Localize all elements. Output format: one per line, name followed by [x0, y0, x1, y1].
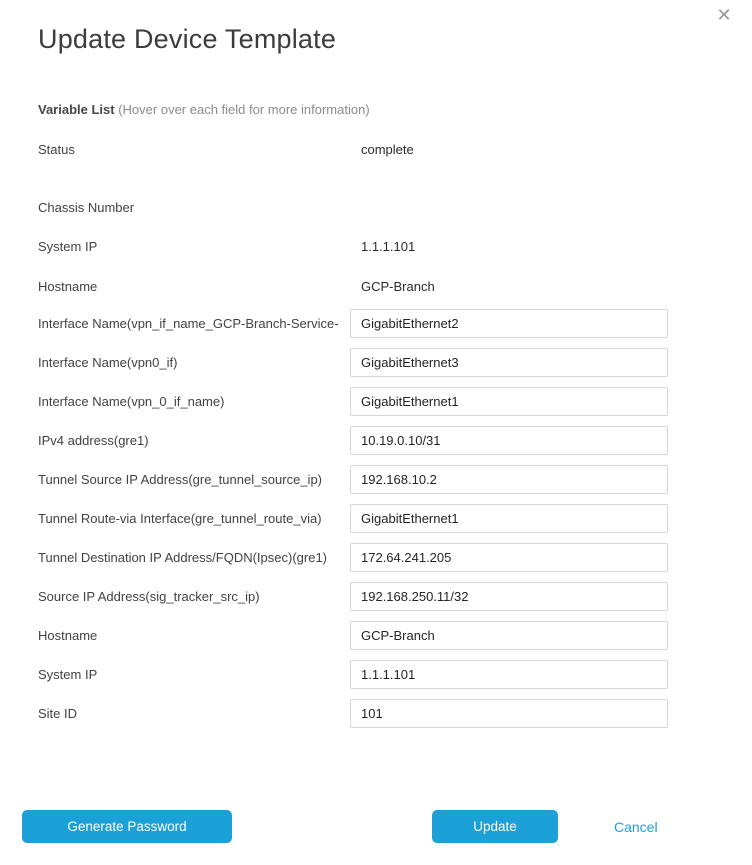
ipv4-address-gre1-input[interactable]: [350, 426, 668, 455]
field-label: IPv4 address(gre1): [38, 433, 149, 448]
field-label: Interface Name(vpn_if_name_GCP-Branch-Service-: [38, 316, 339, 331]
form-row-system-ip-static: [0, 236, 752, 256]
form-row-tunnel-route-via: [0, 504, 752, 533]
form-row-tunnel-destination-ip: [0, 543, 752, 572]
source-ip-tracker-input[interactable]: [350, 582, 668, 611]
form-row-ipv4-address-gre1: [0, 426, 752, 455]
field-value: GCP-Branch: [361, 278, 435, 294]
site-id-input[interactable]: [350, 699, 668, 728]
form-row-interface-name-vpn-0-if-name: [0, 387, 752, 416]
field-label: Site ID: [38, 706, 78, 721]
field-label: System IP: [38, 667, 98, 682]
dialog-footer: [0, 810, 752, 843]
field-label: Tunnel Destination IP Address/FQDN(Ipsec)(gre1): [38, 550, 328, 565]
update-button[interactable]: Update: [432, 810, 558, 843]
form-row-hostname-static: [0, 276, 752, 296]
cancel-link[interactable]: Cancel: [614, 818, 658, 835]
generate-password-button[interactable]: Generate Password: [22, 810, 232, 843]
field-label: Interface Name(vpn_0_if_name): [38, 394, 225, 409]
form-row-chassis-number: [0, 197, 752, 217]
field-label: Source IP Address(sig_tracker_src_ip): [38, 589, 260, 604]
tunnel-source-ip-input[interactable]: [350, 465, 668, 494]
form-row-site-id: [0, 699, 752, 728]
form-row-system-ip: [0, 660, 752, 689]
form-row-hostname: [0, 621, 752, 650]
field-label: Tunnel Route-via Interface(gre_tunnel_route_via): [38, 511, 322, 526]
variable-list-hint: (Hover over each field for more information): [118, 102, 370, 117]
field-value: 1.1.1.101: [361, 238, 416, 254]
field-label: Status: [38, 141, 75, 157]
form-row-status: [0, 139, 752, 159]
field-label: Chassis Number: [38, 199, 135, 215]
form-row-interface-name-service: [0, 309, 752, 338]
form-row-tunnel-source-ip: [0, 465, 752, 494]
form-row-source-ip-tracker: [0, 582, 752, 611]
field-label: Hostname: [38, 628, 98, 643]
variable-list-form: [0, 139, 752, 728]
tunnel-destination-ip-input[interactable]: [350, 543, 668, 572]
page-title: Update Device Template: [38, 24, 337, 54]
tunnel-route-via-input[interactable]: [350, 504, 668, 533]
field-label: Hostname: [38, 278, 98, 294]
variable-list-title: Variable List: [38, 102, 115, 117]
system-ip-input[interactable]: [350, 660, 668, 689]
field-label: Interface Name(vpn0_if): [38, 355, 178, 370]
interface-name-vpn-0-if-name-input[interactable]: [350, 387, 668, 416]
interface-name-service-input[interactable]: [350, 309, 668, 338]
hostname-input[interactable]: [350, 621, 668, 650]
field-label: System IP: [38, 238, 98, 254]
interface-name-vpn0-if-input[interactable]: [350, 348, 668, 377]
variable-list-heading: [38, 102, 714, 118]
field-value: complete: [361, 141, 414, 157]
close-icon[interactable]: ✕: [716, 5, 732, 25]
form-row-interface-name-vpn0-if: [0, 348, 752, 377]
field-label: Tunnel Source IP Address(gre_tunnel_source_ip): [38, 472, 323, 487]
